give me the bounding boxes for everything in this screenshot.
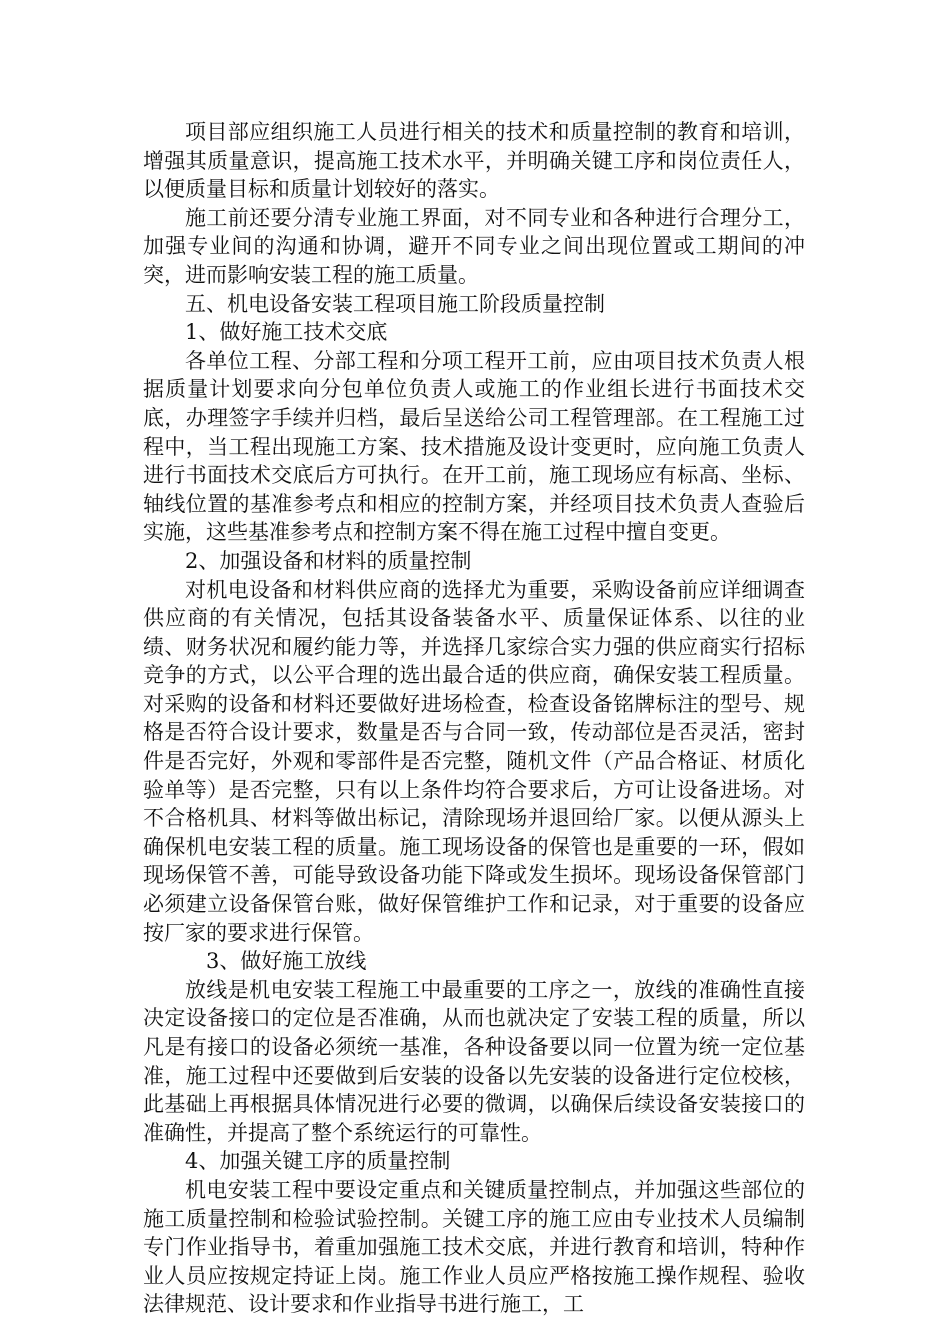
subheading-1: 1、做好施工技术交底 [185, 320, 388, 345]
paragraph-layout-setting-out: 放线是机电安装工程施工中最重要的工序之一，放线的准确性直接决定设备接口的定位是否准确，从而也就决定了安装工程的质量，所以凡是有接口的设备必须统一基准，各种设备要以同一位置为统一定位基准，施工过程中还要做到后安装的设备以先安装的设备进行定位校核，此基础上再根据具体情况进行必要的微调，以确保后续设备安装接口的准确性，并提高了整个系统运行的可靠性。 [143, 977, 805, 1145]
paragraph-training: 项目部应组织施工人员进行相关的技术和质量控制的教育和培训，增强其质量意识，提高施工技术水平，并明确关键工序和岗位责任人，以便质量目标和质量计划较好的落实。 [143, 120, 805, 202]
paragraph-equipment-materials: 对机电设备和材料供应商的选择尤为重要，采购设备前应详细调查供应商的有关情况，包括其设备装备水平、质量保证体系、以往的业绩、财务状况和履约能力等，并选择几家综合实力强的供应商实行招标竞争的方式，以公平合理的选出最合适的供应商，确保安装工程质量。对采购的设备和材料还要做好进场检查，检查设备铭牌标注的型号、规格是否符合设计要求，数量是否与合同一致，传动部位是否灵活，密封件是否完好，外观和零部件是否完整，随机文件（产品合格证、材质化验单等）是否完整，只有以上条件均符合要求后，方可让设备进场。对不合格机具、材料等做出标记，清除现场并退回给厂家。以便从源头上确保机电安装工程的质量。施工现场设备的保管也是重要的一环，假如现场保管不善，可能导致设备功能下降或发生损坏。现场设备保管部门必须建立设备保管台账，做好保管维护工作和记录，对于重要的设备应按厂家的要求进行保管。 [143, 577, 805, 945]
document-body [143, 118, 805, 1319]
subheading-4: 4、加强关键工序的质量控制 [185, 1149, 451, 1174]
paragraph-key-processes: 机电安装工程中要设定重点和关键质量控制点，并加强这些部位的施工质量控制和检验试验控制。关键工序的施工应由专业技术人员编制专门作业指导书，着重加强施工技术交底，并进行教育和培训，特种作业人员应按规定持证上岗。施工作业人员应严格按施工操作规程、验收法律规范、设计要求和作业指导书进行施工，工 [143, 1177, 805, 1317]
paragraph-interfaces: 施工前还要分清专业施工界面，对不同专业和各种进行合理分工，加强专业间的沟通和协调，避开不同专业之间出现位置或工期间的冲突，进而影响安装工程的施工质量。 [143, 205, 805, 287]
subheading-2: 2、加强设备和材料的质量控制 [185, 548, 472, 573]
paragraph-technical-briefing: 各单位工程、分部工程和分项工程开工前，应由项目技术负责人根据质量计划要求向分包单位负责人或施工的作业组长进行书面技术交底，办理签字手续并归档，最后呈送给公司工程管理部。在工程施工过程中，当工程出现施工方案、技术措施及设计变更时，应向施工负责人进行书面技术交底后方可执行。在开工前，施工现场应有标高、坐标、轴线位置的基准参考点和相应的控制方案，并经项目技术负责人查验后实施，这些基准参考点和控制方案不得在施工过程中擅自变更。 [143, 348, 805, 545]
subheading-3: 3、做好施工放线 [206, 949, 367, 974]
section-heading-5: 五、机电设备安装工程项目施工阶段质量控制 [185, 291, 605, 316]
